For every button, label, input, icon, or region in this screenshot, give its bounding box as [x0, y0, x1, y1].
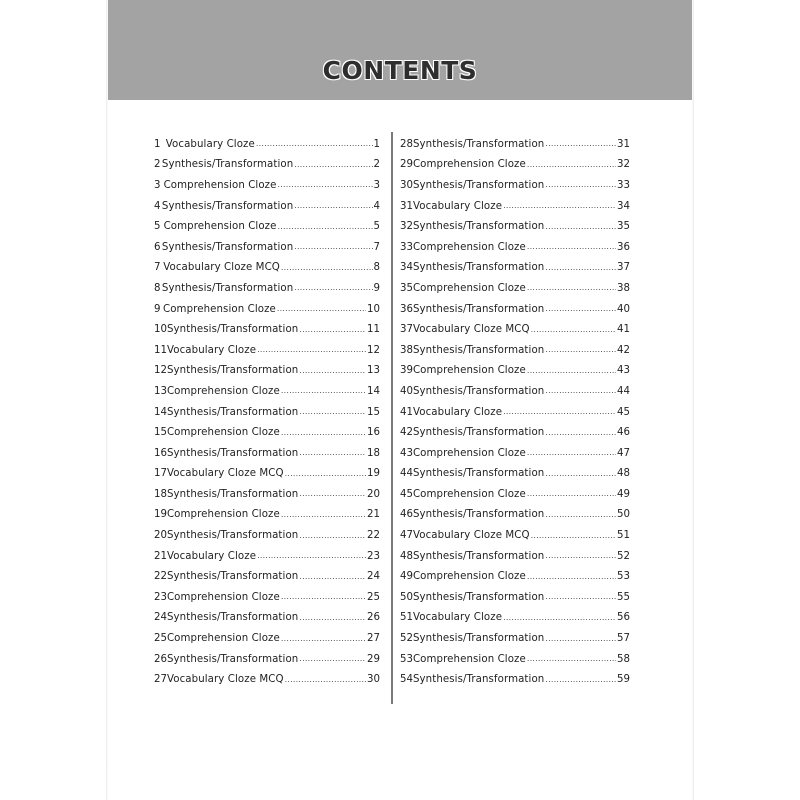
- toc-entry-title: Vocabulary Cloze: [412, 612, 503, 624]
- toc-entry-title: Comprehension Cloze: [412, 488, 526, 500]
- toc-entry-title: Synthesis/Transformation: [166, 324, 299, 336]
- toc-entry-title: Synthesis/Transformation: [166, 653, 299, 665]
- toc-entry-page: 7: [373, 241, 380, 253]
- dot-leader: [545, 510, 616, 520]
- toc-entry-page: 33: [617, 179, 630, 191]
- dot-leader: [527, 489, 616, 499]
- toc-entry: [140, 546, 380, 567]
- toc-entry: [400, 566, 630, 587]
- toc-entry: [140, 155, 380, 176]
- toc-entry-page: 11: [367, 324, 380, 336]
- toc-entry-number: 34: [400, 262, 413, 274]
- toc-entry-number: 30: [400, 179, 413, 191]
- toc-entry-page: 10: [367, 303, 380, 315]
- dot-leader: [277, 304, 366, 314]
- toc-entry-number: 23: [154, 591, 167, 603]
- dot-leader: [294, 283, 372, 293]
- toc-entry: [400, 216, 630, 237]
- toc-entry-number: 8: [154, 282, 161, 294]
- toc-entry-page: 32: [617, 159, 630, 171]
- toc-entry-page: 40: [617, 303, 630, 315]
- dot-leader: [257, 551, 366, 561]
- toc-entry-number: 13: [154, 385, 167, 397]
- toc-entry-title: Comprehension Cloze: [412, 241, 526, 253]
- toc-entry-number: 18: [154, 488, 167, 500]
- dot-leader: [294, 160, 372, 170]
- header-band: [108, 0, 692, 100]
- toc-entry: [140, 278, 380, 299]
- dot-leader: [299, 448, 366, 458]
- toc-entry-title: Synthesis/Transformation: [412, 303, 545, 315]
- dot-leader: [527, 242, 616, 252]
- dot-leader: [281, 386, 366, 396]
- toc-entry-title: Comprehension Cloze: [412, 365, 526, 377]
- dot-leader: [257, 345, 366, 355]
- dot-leader: [545, 345, 616, 355]
- dot-leader: [299, 407, 366, 417]
- toc-entry-number: 27: [154, 674, 167, 686]
- toc-entry: [140, 299, 380, 320]
- toc-entry-page: 12: [367, 344, 380, 356]
- toc-entry-title: Synthesis/Transformation: [412, 550, 545, 562]
- toc-entry-page: 50: [617, 509, 630, 521]
- toc-entry-title: Comprehension Cloze: [412, 571, 526, 583]
- toc-entry-page: 36: [617, 241, 630, 253]
- toc-entry: [400, 608, 630, 629]
- toc-entry-title: Comprehension Cloze: [412, 159, 526, 171]
- dot-leader: [545, 139, 616, 149]
- toc-entry-number: 21: [154, 550, 167, 562]
- toc-entry-page: 49: [617, 488, 630, 500]
- toc-entry-title: Synthesis/Transformation: [166, 571, 299, 583]
- toc-entry-title: Comprehension Cloze: [166, 591, 280, 603]
- toc-entry-number: 36: [400, 303, 413, 315]
- toc-entry: [400, 649, 630, 670]
- toc-entry-number: 42: [400, 427, 413, 439]
- toc-entry-title: Comprehension Cloze: [166, 427, 280, 439]
- toc-entry-title: Vocabulary Cloze MCQ: [166, 674, 284, 686]
- toc-entry-number: 29: [400, 159, 413, 171]
- toc-entry-title: Synthesis/Transformation: [412, 385, 545, 397]
- dot-leader: [545, 592, 616, 602]
- toc-entry-number: 37: [400, 324, 413, 336]
- toc-entry: [400, 258, 630, 279]
- toc-entry: [400, 525, 630, 546]
- toc-entry-number: 22: [154, 571, 167, 583]
- toc-entry: [140, 361, 380, 382]
- dot-leader: [527, 160, 616, 170]
- dot-leader: [545, 263, 616, 273]
- toc-entry-number: 54: [400, 674, 413, 686]
- toc-entry-number: 51: [400, 612, 413, 624]
- toc-entry-page: 48: [617, 468, 630, 480]
- toc-entry-page: 42: [617, 344, 630, 356]
- dot-leader: [294, 242, 372, 252]
- toc-entry: [140, 196, 380, 217]
- toc-entry: [400, 402, 630, 423]
- dot-leader: [256, 139, 373, 149]
- toc-entry-number: 19: [154, 509, 167, 521]
- toc-entry: [400, 134, 630, 155]
- dot-leader: [527, 283, 616, 293]
- dot-leader: [281, 263, 373, 273]
- toc-entry-page: 13: [367, 365, 380, 377]
- toc-entry-number: 49: [400, 571, 413, 583]
- toc-entry-number: 35: [400, 282, 413, 294]
- toc-entry-page: 9: [373, 282, 380, 294]
- toc-entry-page: 34: [617, 200, 630, 212]
- toc-entry-title: Vocabulary Cloze: [165, 138, 255, 150]
- dot-leader: [531, 531, 616, 541]
- toc-entry-title: Comprehension Cloze: [166, 633, 280, 645]
- toc-entry-title: Synthesis/Transformation: [166, 612, 299, 624]
- toc-entry-page: 26: [367, 612, 380, 624]
- toc-entry-title: Synthesis/Transformation: [166, 447, 299, 459]
- toc-entry: [400, 340, 630, 361]
- dot-leader: [545, 304, 616, 314]
- toc-entry-page: 2: [373, 159, 380, 171]
- toc-entry: [140, 484, 380, 505]
- toc-entry: [140, 464, 380, 485]
- toc-entry-title: Comprehension Cloze: [166, 385, 280, 397]
- toc-entry: [400, 319, 630, 340]
- toc-entry-number: 46: [400, 509, 413, 521]
- toc-entry-page: 57: [617, 633, 630, 645]
- toc-entry-page: 21: [367, 509, 380, 521]
- toc-column-left: [140, 134, 380, 690]
- dot-leader: [527, 572, 616, 582]
- toc-entry-title: Comprehension Cloze: [163, 179, 277, 191]
- toc-entry-number: 11: [154, 344, 167, 356]
- toc-entry: [140, 175, 380, 196]
- toc-entry-title: Vocabulary Cloze MCQ: [163, 262, 280, 274]
- toc-entry-page: 30: [367, 674, 380, 686]
- toc-entry-page: 1: [373, 138, 380, 150]
- toc-entry: [400, 484, 630, 505]
- toc-entry-number: 10: [154, 324, 167, 336]
- toc-entry-title: Synthesis/Transformation: [412, 427, 545, 439]
- toc-entry-title: Comprehension Cloze: [412, 653, 526, 665]
- toc-entry: [140, 340, 380, 361]
- toc-entry-title: Comprehension Cloze: [412, 282, 526, 294]
- toc-entry-page: 43: [617, 365, 630, 377]
- page-title: CONTENTS: [322, 56, 478, 85]
- dot-leader: [527, 654, 616, 664]
- toc-entry-title: Synthesis/Transformation: [412, 468, 545, 480]
- toc-entry-title: Comprehension Cloze: [166, 509, 280, 521]
- toc-entry-title: Synthesis/Transformation: [166, 365, 299, 377]
- toc-entry-page: 41: [617, 324, 630, 336]
- toc-entry: [140, 649, 380, 670]
- toc-entry-title: Synthesis/Transformation: [166, 530, 299, 542]
- dot-leader: [545, 551, 616, 561]
- toc-entry: [400, 669, 630, 690]
- toc-entry-title: Synthesis/Transformation: [412, 262, 545, 274]
- toc-entry-number: 41: [400, 406, 413, 418]
- toc-entry-number: 16: [154, 447, 167, 459]
- toc-entry-number: 32: [400, 221, 413, 233]
- dot-leader: [531, 325, 616, 335]
- toc-entry: [140, 628, 380, 649]
- dot-leader: [527, 366, 616, 376]
- toc-entry: [140, 319, 380, 340]
- toc-entry-page: 25: [367, 591, 380, 603]
- toc-entry-page: 18: [367, 447, 380, 459]
- toc-entry: [400, 155, 630, 176]
- dot-leader: [278, 222, 373, 232]
- toc-entry-title: Synthesis/Transformation: [412, 344, 545, 356]
- toc-entry-page: 23: [367, 550, 380, 562]
- toc-entry-number: 3: [154, 179, 161, 191]
- toc-entry-title: Synthesis/Transformation: [412, 179, 545, 191]
- toc-entry-title: Vocabulary Cloze MCQ: [412, 324, 530, 336]
- toc-entry-number: 48: [400, 550, 413, 562]
- dot-leader: [545, 469, 616, 479]
- toc-entry-title: Vocabulary Cloze MCQ: [412, 530, 530, 542]
- dot-leader: [299, 489, 366, 499]
- dot-leader: [545, 634, 616, 644]
- toc-entry: [140, 608, 380, 629]
- toc-entry-number: 44: [400, 468, 413, 480]
- dot-leader: [278, 180, 373, 190]
- dot-leader: [503, 407, 616, 417]
- toc-entry-page: 45: [617, 406, 630, 418]
- dot-leader: [503, 201, 616, 211]
- toc-entry-title: Synthesis/Transformation: [166, 488, 299, 500]
- dot-leader: [545, 675, 616, 685]
- toc-entry-number: 31: [400, 200, 413, 212]
- dot-leader: [545, 180, 616, 190]
- toc-entry: [400, 278, 630, 299]
- toc-entry-page: 29: [367, 653, 380, 665]
- toc-entry-page: 52: [617, 550, 630, 562]
- toc-entry-number: 25: [154, 633, 167, 645]
- dot-leader: [281, 592, 366, 602]
- toc-entry-page: 19: [367, 468, 380, 480]
- toc-entry-number: 20: [154, 530, 167, 542]
- toc-entry: [140, 443, 380, 464]
- toc-entry: [140, 402, 380, 423]
- toc-entry-number: 12: [154, 365, 167, 377]
- toc-entry-number: 40: [400, 385, 413, 397]
- toc-entry: [400, 196, 630, 217]
- toc-entry-page: 55: [617, 591, 630, 603]
- toc-entry-number: 1: [154, 138, 161, 150]
- toc-entry-title: Vocabulary Cloze: [166, 344, 257, 356]
- toc-entry-page: 20: [367, 488, 380, 500]
- toc-entry-page: 8: [373, 262, 380, 274]
- toc-entry-number: 15: [154, 427, 167, 439]
- toc-entry-title: Synthesis/Transformation: [161, 282, 294, 294]
- toc-entry-number: 24: [154, 612, 167, 624]
- toc-entry-number: 39: [400, 365, 413, 377]
- dot-leader: [545, 428, 616, 438]
- toc-entry: [400, 175, 630, 196]
- dot-leader: [294, 201, 372, 211]
- toc-entry: [140, 216, 380, 237]
- toc-entry-number: 2: [154, 159, 161, 171]
- dot-leader: [281, 634, 366, 644]
- toc-entry-page: 14: [367, 385, 380, 397]
- dot-leader: [299, 325, 366, 335]
- toc-entry-page: 31: [617, 138, 630, 150]
- toc-entry-page: 5: [373, 221, 380, 233]
- toc-entry-title: Synthesis/Transformation: [161, 241, 294, 253]
- toc-entry-title: Vocabulary Cloze MCQ: [166, 468, 284, 480]
- toc-entry-number: 28: [400, 138, 413, 150]
- toc-entry-page: 16: [367, 427, 380, 439]
- toc-entry: [400, 422, 630, 443]
- toc-entry-page: 46: [617, 427, 630, 439]
- toc-entry-title: Synthesis/Transformation: [412, 674, 545, 686]
- toc-entry-number: 45: [400, 488, 413, 500]
- dot-leader: [299, 572, 366, 582]
- toc-entry: [140, 381, 380, 402]
- toc-entry-title: Synthesis/Transformation: [166, 406, 299, 418]
- toc-entry-title: Synthesis/Transformation: [412, 221, 545, 233]
- toc-entry-page: 59: [617, 674, 630, 686]
- toc-entry-number: 7: [154, 262, 161, 274]
- toc-entry-number: 53: [400, 653, 413, 665]
- toc-entry-number: 17: [154, 468, 167, 480]
- toc-entry-title: Vocabulary Cloze: [412, 200, 503, 212]
- toc-entry-title: Synthesis/Transformation: [161, 159, 294, 171]
- toc-entry-page: 27: [367, 633, 380, 645]
- toc-entry-page: 22: [367, 530, 380, 542]
- toc-entry-title: Vocabulary Cloze: [166, 550, 257, 562]
- toc-entry-page: 53: [617, 571, 630, 583]
- dot-leader: [545, 222, 616, 232]
- toc-entry-title: Synthesis/Transformation: [412, 509, 545, 521]
- toc-entry: [140, 422, 380, 443]
- dot-leader: [299, 366, 366, 376]
- toc-entry: [400, 443, 630, 464]
- toc-entry-title: Synthesis/Transformation: [161, 200, 294, 212]
- toc-entry-number: 5: [154, 221, 161, 233]
- toc-entry-title: Synthesis/Transformation: [412, 633, 545, 645]
- toc-entry: [400, 546, 630, 567]
- toc-entry-title: Vocabulary Cloze: [412, 406, 503, 418]
- toc-entry: [140, 566, 380, 587]
- toc-entry-page: 38: [617, 282, 630, 294]
- dot-leader: [503, 613, 616, 623]
- toc-entry-number: 38: [400, 344, 413, 356]
- dot-leader: [281, 510, 366, 520]
- column-divider: [391, 132, 393, 704]
- toc-entry-number: 33: [400, 241, 413, 253]
- toc-entry-number: 9: [154, 303, 161, 315]
- toc-entry-page: 35: [617, 221, 630, 233]
- toc-entry: [140, 505, 380, 526]
- toc-entry-title: Comprehension Cloze: [163, 221, 277, 233]
- toc-entry-number: 4: [154, 200, 161, 212]
- toc-entry-page: 24: [367, 571, 380, 583]
- toc-entry-page: 3: [373, 179, 380, 191]
- dot-leader: [299, 531, 366, 541]
- toc-entry-number: 43: [400, 447, 413, 459]
- toc-entry-title: Synthesis/Transformation: [412, 138, 545, 150]
- toc-entry: [400, 587, 630, 608]
- toc-entry: [400, 505, 630, 526]
- toc-column-right: [400, 134, 630, 690]
- toc-entry: [140, 525, 380, 546]
- dot-leader: [299, 654, 366, 664]
- dot-leader: [285, 469, 366, 479]
- toc-entry-number: 26: [154, 653, 167, 665]
- dot-leader: [545, 386, 616, 396]
- toc-entry: [140, 669, 380, 690]
- toc-entry-page: 47: [617, 447, 630, 459]
- toc-entry-page: 15: [367, 406, 380, 418]
- toc-entry-page: 51: [617, 530, 630, 542]
- dot-leader: [527, 448, 616, 458]
- toc-entry-page: 56: [617, 612, 630, 624]
- toc-entry-page: 44: [617, 385, 630, 397]
- toc-entry-title: Comprehension Cloze: [163, 303, 276, 315]
- toc-entry-number: 6: [154, 241, 161, 253]
- toc-entry: [400, 628, 630, 649]
- toc-entry-page: 4: [373, 200, 380, 212]
- toc-entry: [140, 258, 380, 279]
- toc-entry: [400, 299, 630, 320]
- dot-leader: [285, 675, 366, 685]
- toc-entry: [400, 381, 630, 402]
- dot-leader: [299, 613, 366, 623]
- toc-entry: [140, 587, 380, 608]
- toc-entry: [140, 237, 380, 258]
- dot-leader: [281, 428, 366, 438]
- toc-entry-page: 58: [617, 653, 630, 665]
- toc-entry: [400, 361, 630, 382]
- toc-entry-page: 37: [617, 262, 630, 274]
- toc-entry-number: 14: [154, 406, 167, 418]
- toc-entry-title: Synthesis/Transformation: [412, 591, 545, 603]
- toc-entry-number: 50: [400, 591, 413, 603]
- toc-entry: [400, 464, 630, 485]
- toc-entry: [400, 237, 630, 258]
- toc-entry-number: 47: [400, 530, 413, 542]
- toc-entry-number: 52: [400, 633, 413, 645]
- toc-entry-title: Comprehension Cloze: [412, 447, 526, 459]
- toc-entry: [140, 134, 380, 155]
